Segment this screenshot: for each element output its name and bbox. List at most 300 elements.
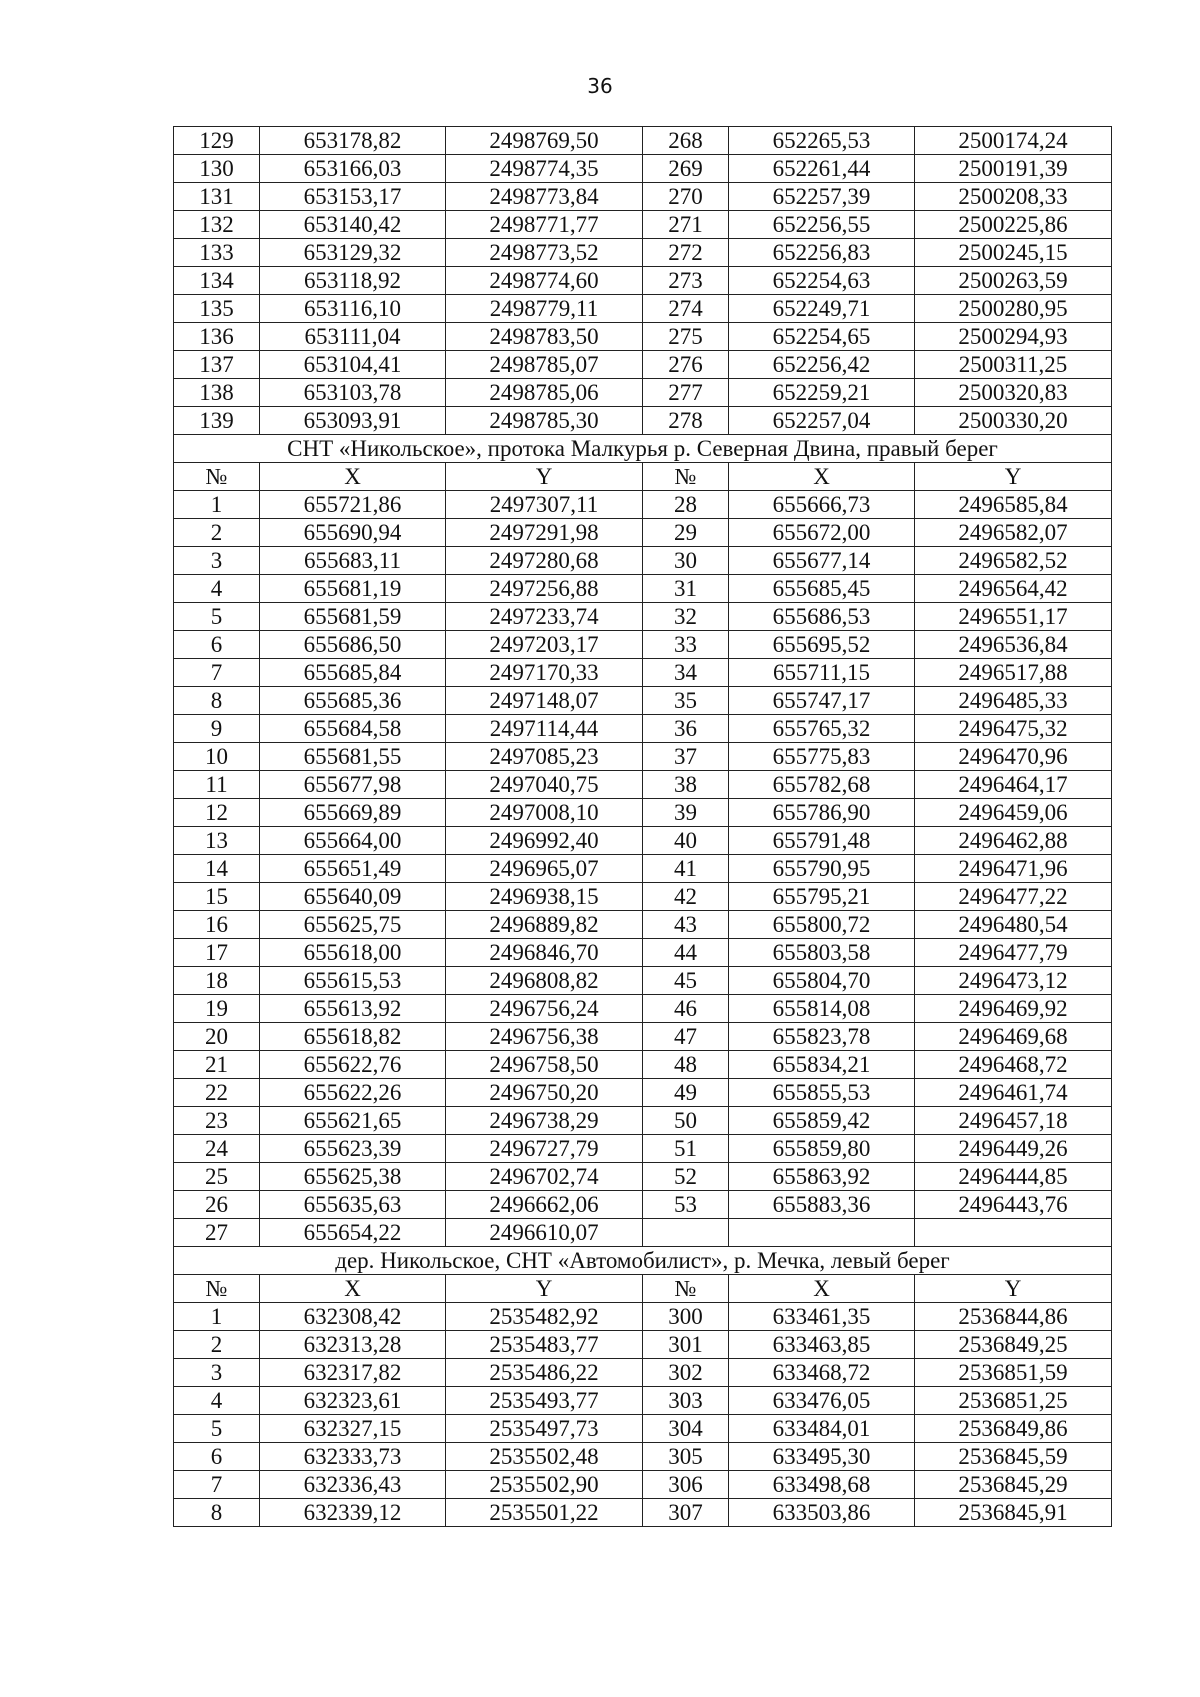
table-cell: 2496582,07 — [915, 519, 1112, 547]
table-row — [174, 127, 1112, 155]
table-cell: 653116,10 — [260, 295, 446, 323]
table-cell: 2536845,29 — [915, 1471, 1112, 1499]
table-cell: № — [643, 463, 729, 491]
table-cell: 655695,52 — [729, 631, 915, 659]
table-row — [174, 911, 1112, 939]
table-cell: 632323,61 — [260, 1387, 446, 1415]
table-cell: 655855,53 — [729, 1079, 915, 1107]
table-cell: 136 — [174, 323, 260, 351]
table-cell: 3 — [174, 1359, 260, 1387]
table-cell: 655613,92 — [260, 995, 446, 1023]
table-row — [174, 1499, 1112, 1527]
table-row — [174, 1163, 1112, 1191]
table-cell: 633463,85 — [729, 1331, 915, 1359]
table-cell: 2496475,32 — [915, 715, 1112, 743]
table-cell: 655795,21 — [729, 883, 915, 911]
table-cell: 129 — [174, 127, 260, 155]
table-row — [174, 211, 1112, 239]
table-cell: 2535493,77 — [446, 1387, 643, 1415]
table-cell: 655747,17 — [729, 687, 915, 715]
table-row — [174, 603, 1112, 631]
table-cell: 2535501,22 — [446, 1499, 643, 1527]
table-cell: 2498771,77 — [446, 211, 643, 239]
table-cell: 2497040,75 — [446, 771, 643, 799]
table-cell: 272 — [643, 239, 729, 267]
table-cell: 652256,83 — [729, 239, 915, 267]
table-cell: 23 — [174, 1107, 260, 1135]
table-cell: 2498785,30 — [446, 407, 643, 435]
table-cell: 133 — [174, 239, 260, 267]
table-row — [174, 1443, 1112, 1471]
table-row — [174, 547, 1112, 575]
table-cell: 13 — [174, 827, 260, 855]
table-cell: 655681,59 — [260, 603, 446, 631]
table-cell: 655677,14 — [729, 547, 915, 575]
table-cell: 4 — [174, 575, 260, 603]
table-row — [174, 1191, 1112, 1219]
table-cell: 2496443,76 — [915, 1191, 1112, 1219]
table-cell: 655622,76 — [260, 1051, 446, 1079]
table-cell: 2496727,79 — [446, 1135, 643, 1163]
table-row — [174, 267, 1112, 295]
table-cell: 2496461,74 — [915, 1079, 1112, 1107]
table-cell: 652256,42 — [729, 351, 915, 379]
table-cell: 655640,09 — [260, 883, 446, 911]
table-cell: 31 — [643, 575, 729, 603]
table-cell: 2500263,59 — [915, 267, 1112, 295]
table-cell: 655685,84 — [260, 659, 446, 687]
table-cell: 27 — [174, 1219, 260, 1247]
table-cell: 51 — [643, 1135, 729, 1163]
table-cell: 302 — [643, 1359, 729, 1387]
table-cell: 655685,36 — [260, 687, 446, 715]
table-cell: 2496477,79 — [915, 939, 1112, 967]
table-cell: 655635,63 — [260, 1191, 446, 1219]
table-cell: 268 — [643, 127, 729, 155]
table-cell: X — [260, 1275, 446, 1303]
table-row — [174, 631, 1112, 659]
table-row — [174, 883, 1112, 911]
table-cell: 653129,32 — [260, 239, 446, 267]
table-cell: 655804,70 — [729, 967, 915, 995]
table-cell: 2535502,48 — [446, 1443, 643, 1471]
table-cell: 273 — [643, 267, 729, 295]
table-cell: 655790,95 — [729, 855, 915, 883]
table-cell: 655800,72 — [729, 911, 915, 939]
table-cell: 653153,17 — [260, 183, 446, 211]
table-cell: 28 — [643, 491, 729, 519]
table-cell: 40 — [643, 827, 729, 855]
table-row — [174, 1051, 1112, 1079]
table-cell: 2500320,83 — [915, 379, 1112, 407]
table-cell: 2496846,70 — [446, 939, 643, 967]
table-cell: 2497307,11 — [446, 491, 643, 519]
table-cell: 2496485,33 — [915, 687, 1112, 715]
table-cell: 655677,98 — [260, 771, 446, 799]
table-cell: 270 — [643, 183, 729, 211]
table-cell: 655664,00 — [260, 827, 446, 855]
table-cell: 30 — [643, 547, 729, 575]
table-cell: 5 — [174, 1415, 260, 1443]
table-cell: 16 — [174, 911, 260, 939]
table-cell: 2535502,90 — [446, 1471, 643, 1499]
section-title: дер. Никольское, СНТ «Автомобилист», р. Мечка, левый берег — [174, 1247, 1112, 1275]
table-cell: Y — [446, 463, 643, 491]
table-cell: 632317,82 — [260, 1359, 446, 1387]
table-cell: 2496471,96 — [915, 855, 1112, 883]
table-cell: 655683,11 — [260, 547, 446, 575]
table-row — [174, 715, 1112, 743]
table-cell: 652257,39 — [729, 183, 915, 211]
table-cell: 2500208,33 — [915, 183, 1112, 211]
table-cell: 21 — [174, 1051, 260, 1079]
table-cell: 1 — [174, 491, 260, 519]
table-cell: 45 — [643, 967, 729, 995]
table-cell: 633476,05 — [729, 1387, 915, 1415]
table-cell: 2497291,98 — [446, 519, 643, 547]
table-cell: X — [260, 463, 446, 491]
table-cell: 19 — [174, 995, 260, 1023]
table-cell: 46 — [643, 995, 729, 1023]
table-cell: 2500174,24 — [915, 127, 1112, 155]
table-cell: 2536851,59 — [915, 1359, 1112, 1387]
table-cell: 2496610,07 — [446, 1219, 643, 1247]
table-row — [174, 351, 1112, 379]
table-cell: 300 — [643, 1303, 729, 1331]
table-cell: 42 — [643, 883, 729, 911]
table-cell: 655775,83 — [729, 743, 915, 771]
table-cell: 2496517,88 — [915, 659, 1112, 687]
table-cell: 2496449,26 — [915, 1135, 1112, 1163]
table-cell: 49 — [643, 1079, 729, 1107]
table-cell: 2496582,52 — [915, 547, 1112, 575]
table-cell: 2498785,06 — [446, 379, 643, 407]
table-row — [174, 1023, 1112, 1051]
table-cell: 655618,82 — [260, 1023, 446, 1051]
table-cell: 655618,00 — [260, 939, 446, 967]
table-row — [174, 659, 1112, 687]
table-cell: 2496480,54 — [915, 911, 1112, 939]
table-cell: 2496992,40 — [446, 827, 643, 855]
table-cell: 2496444,85 — [915, 1163, 1112, 1191]
table-cell: 2498783,50 — [446, 323, 643, 351]
table-row — [174, 519, 1112, 547]
table-row — [174, 939, 1112, 967]
table-cell: 2498773,52 — [446, 239, 643, 267]
table-cell: 275 — [643, 323, 729, 351]
table-cell: 655621,65 — [260, 1107, 446, 1135]
table-cell: 653093,91 — [260, 407, 446, 435]
table-row — [174, 1331, 1112, 1359]
table-cell: 655669,89 — [260, 799, 446, 827]
table-cell: № — [174, 463, 260, 491]
table-cell: 655651,49 — [260, 855, 446, 883]
table-cell: 655684,58 — [260, 715, 446, 743]
table-row — [174, 827, 1112, 855]
table-cell: 2496758,50 — [446, 1051, 643, 1079]
table-cell: 2496702,74 — [446, 1163, 643, 1191]
table-row — [174, 967, 1112, 995]
table-cell: 655814,08 — [729, 995, 915, 1023]
table-cell: 2497203,17 — [446, 631, 643, 659]
table-cell: 18 — [174, 967, 260, 995]
table-cell: 652249,71 — [729, 295, 915, 323]
table-cell: 276 — [643, 351, 729, 379]
table-cell: 655654,22 — [260, 1219, 446, 1247]
table-cell: 10 — [174, 743, 260, 771]
table-cell: 131 — [174, 183, 260, 211]
table-cell: 278 — [643, 407, 729, 435]
table-row — [174, 323, 1112, 351]
table-cell: 35 — [643, 687, 729, 715]
table-cell: 652257,04 — [729, 407, 915, 435]
table-cell: 2496738,29 — [446, 1107, 643, 1135]
table-cell: 20 — [174, 1023, 260, 1051]
table-cell: 304 — [643, 1415, 729, 1443]
section-title-row — [174, 1247, 1112, 1275]
table-row — [174, 995, 1112, 1023]
table-cell: 29 — [643, 519, 729, 547]
page-number: 36 — [587, 74, 613, 98]
table-cell: 655681,55 — [260, 743, 446, 771]
table-row — [174, 1079, 1112, 1107]
table-cell: 2497233,74 — [446, 603, 643, 631]
table-cell: 655666,73 — [729, 491, 915, 519]
table-cell: № — [643, 1275, 729, 1303]
table-cell: 655672,00 — [729, 519, 915, 547]
table-cell: 2498774,60 — [446, 267, 643, 295]
table-cell: 48 — [643, 1051, 729, 1079]
table-cell: 4 — [174, 1387, 260, 1415]
table-row — [174, 1303, 1112, 1331]
table-cell: 633468,72 — [729, 1359, 915, 1387]
table-cell: 14 — [174, 855, 260, 883]
table-row — [174, 155, 1112, 183]
table-cell: 652261,44 — [729, 155, 915, 183]
table-cell: 2500294,93 — [915, 323, 1112, 351]
table-row — [174, 379, 1112, 407]
table-cell: 2497148,07 — [446, 687, 643, 715]
table-cell: 2536845,91 — [915, 1499, 1112, 1527]
table-row — [174, 1387, 1112, 1415]
table-row — [174, 239, 1112, 267]
table-cell — [643, 1219, 729, 1247]
table-cell: 655791,48 — [729, 827, 915, 855]
table-cell: 655690,94 — [260, 519, 446, 547]
table-cell: 9 — [174, 715, 260, 743]
table-cell: 2498769,50 — [446, 127, 643, 155]
table-cell: 2496808,82 — [446, 967, 643, 995]
table-cell: X — [729, 463, 915, 491]
table-cell: 2498773,84 — [446, 183, 643, 211]
table-row — [174, 1135, 1112, 1163]
table-cell: 7 — [174, 659, 260, 687]
coordinates-table-body — [174, 127, 1112, 1527]
table-cell: 47 — [643, 1023, 729, 1051]
table-cell: 2496457,18 — [915, 1107, 1112, 1135]
table-cell: 653118,92 — [260, 267, 446, 295]
table-cell: 655615,53 — [260, 967, 446, 995]
table-cell: 2500330,20 — [915, 407, 1112, 435]
table-cell: Y — [446, 1275, 643, 1303]
table-cell: 633495,30 — [729, 1443, 915, 1471]
table-cell: 2496468,72 — [915, 1051, 1112, 1079]
table-cell: 633503,86 — [729, 1499, 915, 1527]
table-cell: 2500311,25 — [915, 351, 1112, 379]
table-cell: 633461,35 — [729, 1303, 915, 1331]
table-cell: 2497170,33 — [446, 659, 643, 687]
table-cell: 655623,39 — [260, 1135, 446, 1163]
table-cell: 130 — [174, 155, 260, 183]
table-cell: 22 — [174, 1079, 260, 1107]
table-cell: 2496470,96 — [915, 743, 1112, 771]
table-cell: 52 — [643, 1163, 729, 1191]
table-cell: 301 — [643, 1331, 729, 1359]
table-cell: 6 — [174, 1443, 260, 1471]
table-cell: 36 — [643, 715, 729, 743]
table-cell: 2496756,24 — [446, 995, 643, 1023]
table-cell: 43 — [643, 911, 729, 939]
table-cell: 2498785,07 — [446, 351, 643, 379]
table-cell: 2496965,07 — [446, 855, 643, 883]
table-row — [174, 855, 1112, 883]
table-row — [174, 771, 1112, 799]
table-cell: 50 — [643, 1107, 729, 1135]
table-cell: 271 — [643, 211, 729, 239]
table-cell: 2535486,22 — [446, 1359, 643, 1387]
table-cell: 1 — [174, 1303, 260, 1331]
table-cell: 632327,15 — [260, 1415, 446, 1443]
table-cell: 2536849,25 — [915, 1331, 1112, 1359]
table-cell: 139 — [174, 407, 260, 435]
table-cell: 306 — [643, 1471, 729, 1499]
table-cell: 15 — [174, 883, 260, 911]
table-cell: 32 — [643, 603, 729, 631]
table-cell: 17 — [174, 939, 260, 967]
table-cell: 7 — [174, 1471, 260, 1499]
table-cell: 2535497,73 — [446, 1415, 643, 1443]
table-cell: 2500191,39 — [915, 155, 1112, 183]
table-cell: 269 — [643, 155, 729, 183]
table-cell: 2496756,38 — [446, 1023, 643, 1051]
table-cell: 653178,82 — [260, 127, 446, 155]
table-cell: 2496662,06 — [446, 1191, 643, 1219]
table-row — [174, 1107, 1112, 1135]
table-cell: 655786,90 — [729, 799, 915, 827]
table-cell: 653104,41 — [260, 351, 446, 379]
table-cell: 6 — [174, 631, 260, 659]
table-cell: 8 — [174, 1499, 260, 1527]
table-cell: 26 — [174, 1191, 260, 1219]
table-cell: 652256,55 — [729, 211, 915, 239]
table-row — [174, 687, 1112, 715]
table-cell: 2496459,06 — [915, 799, 1112, 827]
table-cell: 653166,03 — [260, 155, 446, 183]
table-cell: 2498779,11 — [446, 295, 643, 323]
table-cell: 2496536,84 — [915, 631, 1112, 659]
table-cell: 8 — [174, 687, 260, 715]
table-cell: 134 — [174, 267, 260, 295]
table-cell: 5 — [174, 603, 260, 631]
table-cell: 2496462,88 — [915, 827, 1112, 855]
table-cell: 655863,92 — [729, 1163, 915, 1191]
table-row — [174, 491, 1112, 519]
table-cell: 132 — [174, 211, 260, 239]
table-cell: 655765,32 — [729, 715, 915, 743]
table-cell: 38 — [643, 771, 729, 799]
table-cell: 274 — [643, 295, 729, 323]
table-cell: 633498,68 — [729, 1471, 915, 1499]
table-cell: 655622,26 — [260, 1079, 446, 1107]
table-cell: X — [729, 1275, 915, 1303]
table-cell: 655686,53 — [729, 603, 915, 631]
table-cell: Y — [915, 463, 1112, 491]
table-cell: 25 — [174, 1163, 260, 1191]
table-cell: 2536849,86 — [915, 1415, 1112, 1443]
table-cell: 2497256,88 — [446, 575, 643, 603]
table-row — [174, 575, 1112, 603]
table-cell: 277 — [643, 379, 729, 407]
table-cell: 655859,80 — [729, 1135, 915, 1163]
table-cell: 2 — [174, 519, 260, 547]
table-cell: 2496473,12 — [915, 967, 1112, 995]
table-cell — [915, 1219, 1112, 1247]
table-cell: 655803,58 — [729, 939, 915, 967]
table-cell: 655859,42 — [729, 1107, 915, 1135]
table-cell: 2496464,17 — [915, 771, 1112, 799]
table-cell: 2496477,22 — [915, 883, 1112, 911]
table-cell: 2500245,15 — [915, 239, 1112, 267]
table-cell: 655681,19 — [260, 575, 446, 603]
table-cell: 2 — [174, 1331, 260, 1359]
table-header-row — [174, 1275, 1112, 1303]
table-cell: 12 — [174, 799, 260, 827]
table-cell: 53 — [643, 1191, 729, 1219]
table-cell: 2497085,23 — [446, 743, 643, 771]
table-cell: 2535482,92 — [446, 1303, 643, 1331]
section-title-row — [174, 435, 1112, 463]
table-cell: 3 — [174, 547, 260, 575]
table-cell: 11 — [174, 771, 260, 799]
table-cell: 655625,38 — [260, 1163, 446, 1191]
table-cell: 24 — [174, 1135, 260, 1163]
table-cell: 653103,78 — [260, 379, 446, 407]
table-cell — [729, 1219, 915, 1247]
table-row — [174, 407, 1112, 435]
table-cell: 655823,78 — [729, 1023, 915, 1051]
table-cell: 655711,15 — [729, 659, 915, 687]
table-cell: 653111,04 — [260, 323, 446, 351]
table-cell: 2496469,92 — [915, 995, 1112, 1023]
table-cell: 2498774,35 — [446, 155, 643, 183]
table-cell: 37 — [643, 743, 729, 771]
table-cell: 2497008,10 — [446, 799, 643, 827]
table-cell: 632336,43 — [260, 1471, 446, 1499]
table-cell: 633484,01 — [729, 1415, 915, 1443]
table-cell: 2497280,68 — [446, 547, 643, 575]
table-cell: 138 — [174, 379, 260, 407]
table-cell: 655625,75 — [260, 911, 446, 939]
table-cell: 2535483,77 — [446, 1331, 643, 1359]
table-cell: 2536844,86 — [915, 1303, 1112, 1331]
table-cell: 2496564,42 — [915, 575, 1112, 603]
table-cell: 655834,21 — [729, 1051, 915, 1079]
table-row — [174, 1359, 1112, 1387]
table-cell: Y — [915, 1275, 1112, 1303]
table-row — [174, 1471, 1112, 1499]
table-cell: 2496938,15 — [446, 883, 643, 911]
coordinates-table — [173, 126, 1112, 1527]
